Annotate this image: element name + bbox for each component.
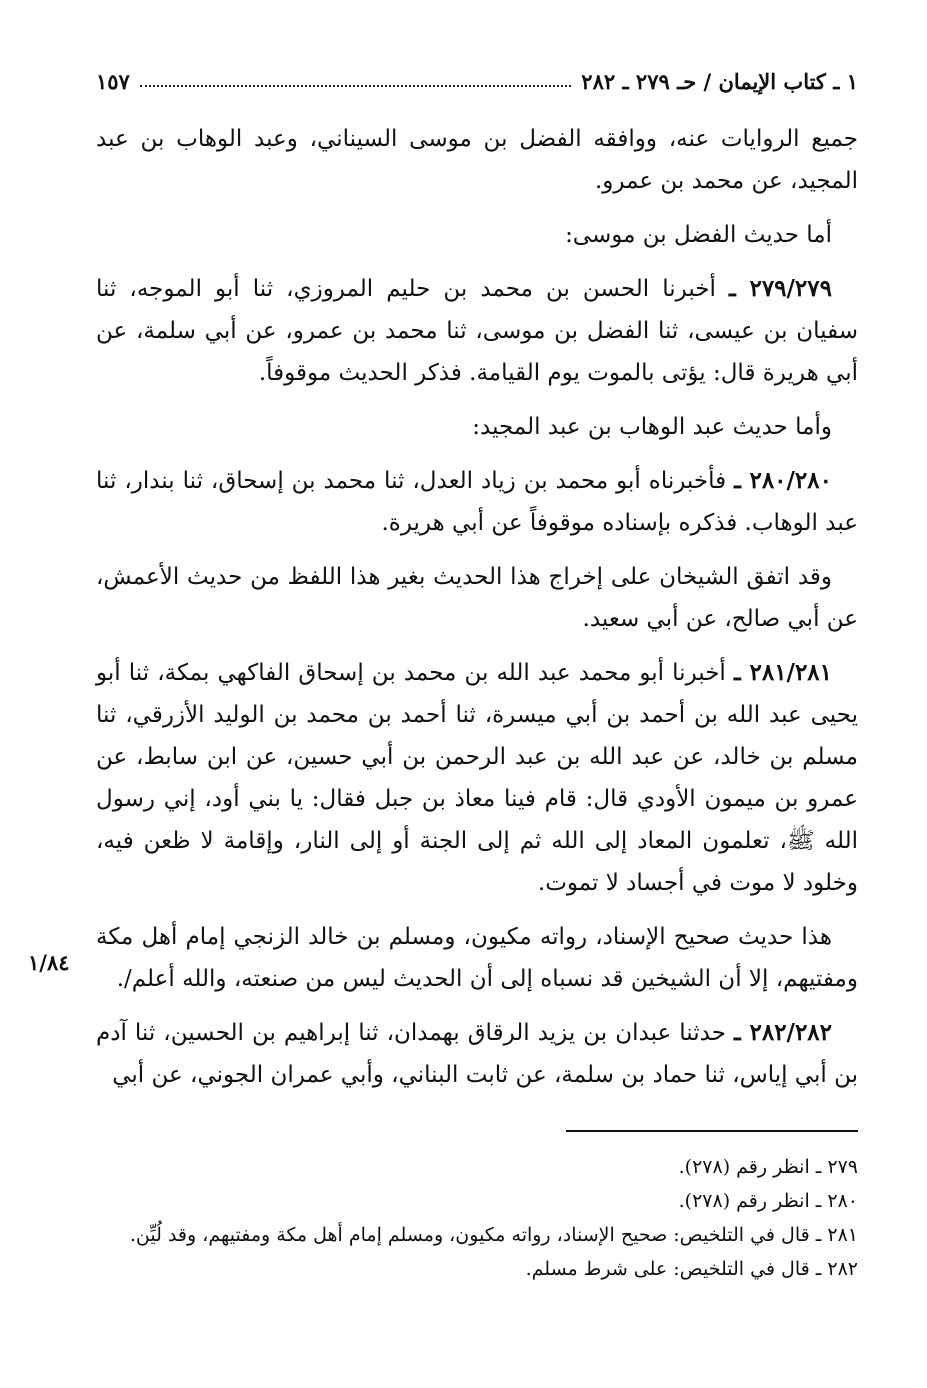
paragraph-text: أما حديث الفضل بن موسى: (565, 222, 832, 248)
paragraph-text: جميع الروايات عنه، ووافقه الفضل بن موسى السيناني، وعبد الوهاب بن عبد المجيد، عن محمد بن عمرو. (96, 126, 858, 194)
footnote-rule (566, 1130, 858, 1132)
paragraph (96, 556, 858, 640)
hadith-number: ٢٨١/٢٨١ ـ (733, 659, 833, 686)
hadith-number: ٢٨٠/٢٨٠ ـ (734, 467, 832, 494)
paragraph-text: هذا حديث صحيح الإسناد، رواته مكيون، ومسلم بن خالد الزنجي إمام أهل مكة ومفتيهم، إلا أن الشيخين قد نسباه إلى أن الحديث ليس من صنعته، والله أعلم/. (96, 924, 858, 992)
main-text (96, 118, 858, 1108)
footnotes (96, 1150, 858, 1286)
footnote: ٢٧٩ ـ انظر رقم (٢٧٨). (678, 1156, 858, 1178)
paragraph-text: وقد اتفق الشيخان على إخراج هذا الحديث بغير هذا اللفظ من حديث الأعمش، عن أبي صالح، عن أبي سعيد. (96, 564, 858, 632)
paragraph-text: أخبرنا أبو محمد عبد الله بن محمد بن إسحاق الفاكهي بمكة، ثنا أبو يحيى عبد الله بن أحمد بن أبي ميسرة، ثنا أحمد بن محمد بن الوليد الأزرقي، ثنا مسلم بن خالد، عن عبد الله بن عبد الرحمن بن أبي حسين، عن ابن سابط، عن عمرو بن ميمون الأودي قال: قام فينا معاذ بن جبل فقال: يا بني أود، إني رسول الله ﷺ، تعلمون المعاد إلى الله ثم إلى الجنة أو إلى النار، وإقامة لا ظعن فيه، وخلود لا موت في أجساد لا تموت. (96, 660, 858, 896)
hadith-number: ٢٧٩/٢٧٩ ـ (728, 275, 832, 302)
running-title: ١ ـ كتاب الإيمان / حـ ٢٧٩ ـ ٢٨٢ (581, 68, 858, 94)
section-heading (96, 214, 858, 256)
hadith-280 (96, 460, 858, 544)
hadith-282 (96, 1012, 858, 1096)
paragraph-text: فأخبرناه أبو محمد بن زياد العدل، ثنا محمد بن إسحاق، ثنا بندار، ثنا عبد الوهاب. فذكره بإسناده موقوفاً عن أبي هريرة. (96, 468, 858, 536)
page-number: ١٥٧ (96, 68, 130, 94)
hadith-279 (96, 268, 858, 394)
footnote: ٢٨١ ـ قال في التلخيص: صحيح الإسناد، رواته مكيون، ومسلم إمام أهل مكة ومفتيهم، وقد لُيِّن. (129, 1224, 858, 1246)
header-dot-leader (140, 85, 571, 87)
footnote: ٢٨٢ ـ قال في التلخيص: على شرط مسلم. (525, 1258, 858, 1280)
section-heading (96, 406, 858, 448)
paragraph (96, 118, 858, 202)
hadith-281 (96, 652, 858, 904)
margin-note: ١/٨٤ (28, 950, 70, 975)
paragraph-text: وأما حديث عبد الوهاب بن عبد المجيد: (472, 414, 832, 440)
paragraph-text: حدثنا عبدان بن يزيد الرقاق بهمدان، ثنا إبراهيم بن الحسين، ثنا آدم بن أبي إياس، ثنا حماد بن سلمة، عن ثابت البناني، وأبي عمران الجوني، عن أبي (96, 1020, 858, 1088)
running-header (96, 64, 858, 98)
hadith-number: ٢٨٢/٢٨٢ ـ (734, 1019, 833, 1046)
footnote: ٢٨٠ ـ انظر رقم (٢٧٨). (678, 1190, 858, 1212)
paragraph-text: أخبرنا الحسن بن محمد بن حليم المروزي، ثنا أبو الموجه، ثنا سفيان بن عيسى، ثنا الفضل بن موسى، ثنا محمد بن عمرو، عن أبي سلمة، عن أبي هريرة قال: يؤتى بالموت يوم القيامة. فذكر الحديث موقوفاً. (96, 276, 858, 386)
paragraph (96, 916, 858, 1000)
